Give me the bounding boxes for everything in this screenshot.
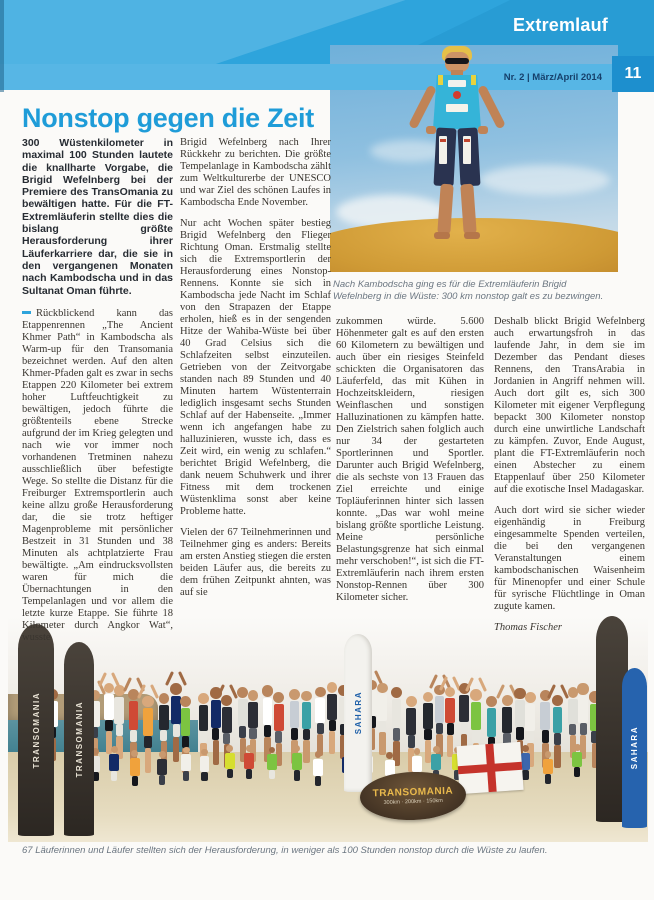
capri-sponsor-strip (439, 136, 447, 164)
runner-hand (426, 126, 436, 134)
article-paragraph: Brigid Wefelnberg nach Ihrer Rückkehr zu berichten. Die größte Tempelanlage in Kambodscha zählt zum Weltkulturerbe der UNESCO und war Ziel des schönen Laufes in Kambodscha Ende November. (180, 137, 331, 208)
flag-text: SAHARA (353, 691, 363, 735)
article-intro: 300 Wüstenkilometer in maximal 100 Stunden lautete die knallharte Vorgabe, die Brigid Wefelnberg bei der Premiere des TransOmania zu bewältigen hatte. Für die FT-Extremläuferin stellte dies die bislang größte Herausforderung ihrer Läuferkarriere dar, die sie in den vergangenen Monaten nach Kambodscha und in das Sultanat Oman führte. (22, 137, 173, 297)
tank-strap (438, 75, 443, 85)
scan-edge-artifact (0, 0, 4, 92)
runner-foot (464, 232, 480, 239)
runner-kneeling (224, 745, 236, 778)
runner-kneeling (129, 750, 141, 785)
dune-photo-caption: Nach Kambodscha ging es für die Extremläuferin Brigid Wefelnberg in die Wüste: 300 km nonstop galt es zu bezwingen. (333, 279, 604, 302)
sponsor-patch (446, 104, 468, 112)
runner-kneeling (156, 751, 168, 784)
text-column-1 (22, 137, 173, 653)
page-number-box (612, 56, 654, 92)
flag-text: TRANSOMANIA (31, 691, 41, 769)
article-paragraph: Vielen der 67 Teilnehmerinnen und Teilnehmer ging es anders: Bereits am ersten Anstieg stiegen die ersten beiden Läufer aus, die bereits zu dem frühen Zeitpunkt ahnten, was auf sie (180, 527, 331, 598)
runner-kneeling (180, 747, 192, 781)
banner-distances: 300km · 200km · 150km (383, 797, 443, 807)
sponsor-logo-dot (453, 91, 461, 99)
runner-kneeling (243, 745, 255, 779)
runner-kneeling (108, 746, 120, 781)
section-label: Extremlauf (512, 15, 608, 35)
runner-foot (434, 232, 450, 239)
runner-kneeling (199, 749, 211, 782)
sunglasses (445, 58, 469, 64)
runner-kneeling (571, 744, 583, 777)
text-column-3 (336, 316, 484, 613)
sponsor-patch (448, 80, 466, 87)
runner-shin (460, 184, 476, 235)
runner-arm-right (477, 84, 506, 129)
group-photo-caption: 67 Läuferinnen und Läufer stellten sich der Herausforderung, in weniger als 100 Stunden nonstop durch die Wüste zu laufen. (22, 845, 548, 856)
runner-kneeling (291, 745, 303, 781)
runner-kneeling (542, 751, 554, 783)
flag-text: SAHARA (630, 726, 639, 770)
transomania-feather-flag (18, 624, 54, 836)
runner-hand (478, 126, 488, 134)
paragraph-text: Rückblickend kann das Etappenrennen „The Ancient Khmer Path“ in Kambodscha als Warm-up für den Transomania bezeichnet werden. Auf den alten Khmer-Pfaden galt es zwar in sechs Etappen 220 Kilometer bei extrem hoher Luftfeuchtigkeit zu bewältigen, jedoch führte die größtenteils ebene Strecke aufgrund der im Krieg gelegten und nach wie vor immer noch vorhandenen Tretminen nahezu ausschließlich über befestigte Wege. So stellte die Distanz für die Freiburger Extremsportlerin auch keine allzu große Herausforderung dar, die sie trotz heftiger Magenprobleme mit persönlicher Bestzeit in 31 Stunden und 38 Minuten als achtplatzierte Frau bewältigte. „Am eindrucksvollsten waren für mich die Übernachtungen in den Tempelanlagen und vor allem die letzte kurze Etappe. Sie führte 18 Kilometer durch Angkor Wat“, wusste (22, 307, 173, 643)
article-title: Nonstop gegen die Zeit (22, 103, 314, 133)
article-paragraph: Nur acht Wochen später bestieg Brigid Wefelnberg den Flieger Richtung Oman. Erstmalig stellte sich die Extremsportlerin der Herausforderung eines Nonstop-Rennens. Konnte sie sich in Kambodscha jede Nacht im Schlaf von den Strapazen der Etappe erholen, hieß es in der sengenden Hitze der Wahiba-Wüste bei über 40 Grad Celsius sich die Schlafzeiten selbst einzuteilen. Getrieben von der Zeitvorgabe standen nach 89 Stunden und 40 Minuten hartem Wüstenterrain lediglich insgesamt sechs Stunden Schlaf auf der Habenseite. „Immer wenn ich angefangen habe zu halluzinieren, wusste ich, dass es Zeit wird, ein wenig zu schlafen.“ berichtet Brigid Wefelnberg, die dank neuem Schuhwerk und ihrer Fitness mit dem trockenen Wüstenklima sonst aber keine Probleme hatte. (180, 218, 331, 517)
runner-standing (142, 696, 154, 773)
sahara-blue-flag (622, 668, 647, 828)
runner-arm-left (408, 84, 437, 129)
flag-text: TRANSOMANIA (74, 700, 84, 778)
banner-title: TRANSOMANIA (372, 785, 454, 800)
runner-figure (398, 46, 518, 260)
article-paragraph (22, 308, 173, 644)
article-paragraph: Auch dort wird sie sicher wieder eigenhändig in Freiburg eingesammelte Spenden verteilen, die bei den vergangenen Veranstaltungen einem kambodschanischen Waisenheim für Minenopfer und einer Schule für syrische Flüchtlinge in Oman zugute kamen. (494, 505, 645, 612)
sahara-feather-flag (344, 634, 372, 792)
runner-shin (437, 184, 453, 235)
runner-kneeling (266, 747, 278, 780)
issue-label: Nr. 2 | März/April 2014 (503, 71, 602, 83)
runner-kneeling (312, 751, 324, 786)
red-cross-flag (456, 742, 523, 794)
runner-standing (376, 683, 388, 756)
text-column-4 (494, 316, 645, 643)
paragraph-marker (22, 311, 31, 314)
text-column-2 (180, 137, 331, 608)
runner-standing (314, 687, 326, 756)
article-paragraph: Deshalb blickt Brigid Wefelnberg auch erwartungsfroh in das laufende Jahr, in dem sie im Dezember das Pendant dieses Rennens, den TransArabia in Jordanien in Angriff nehmen will. Auch dort gilt es, sich 300 Kilometer mit eigener Verpflegung bepackt 300 Kilometer nonstop durch eine unwirtliche Landschaft zu kämpfen. Zuvor, Ende August, plant die FT-Extremläuferin noch einen Abstecher zu einem Etappenlauf über 250 Kilometer auf die exotische Insel Madagaskar. (494, 316, 645, 495)
runner-standing (326, 682, 338, 754)
capri-sponsor-strip (463, 136, 471, 164)
tank-strap (471, 75, 476, 85)
article-paragraph: zukommen würde. 5.600 Höhenmeter galt es auf den ersten 60 Kilometern zu bewältigen und auch über ein riesiges Steinfeld schickten die Organisatoren das Läuferfeld, das mit Kühen in Hochzeitskleidern, riesigen Weinflaschen und sonstigen Halluzinationen zu kämpfen hatte. Den Zielstrich sahen folglich auch nur 34 der gestarteten Sportlerinnen und Sportler. Darunter auch Brigid Wefelnberg, die als sechste von 13 Frauen das Ziel erreichte und einige Topläuferinnen hinter sich lassen konnte. „Das war wohl meine bislang größte sportliche Leistung. Meine persönliche Belastungsgrenze hat sich einmal mehr verschoben!“, ist sich die FT-Extremläuferin nach ihrem ersten Nonstop-Rennen über 300 Kilometer sicher. (336, 316, 484, 603)
transomania-feather-flag (64, 642, 94, 836)
author-byline: Thomas Fischer (494, 622, 562, 633)
page-number: 11 (624, 65, 642, 82)
